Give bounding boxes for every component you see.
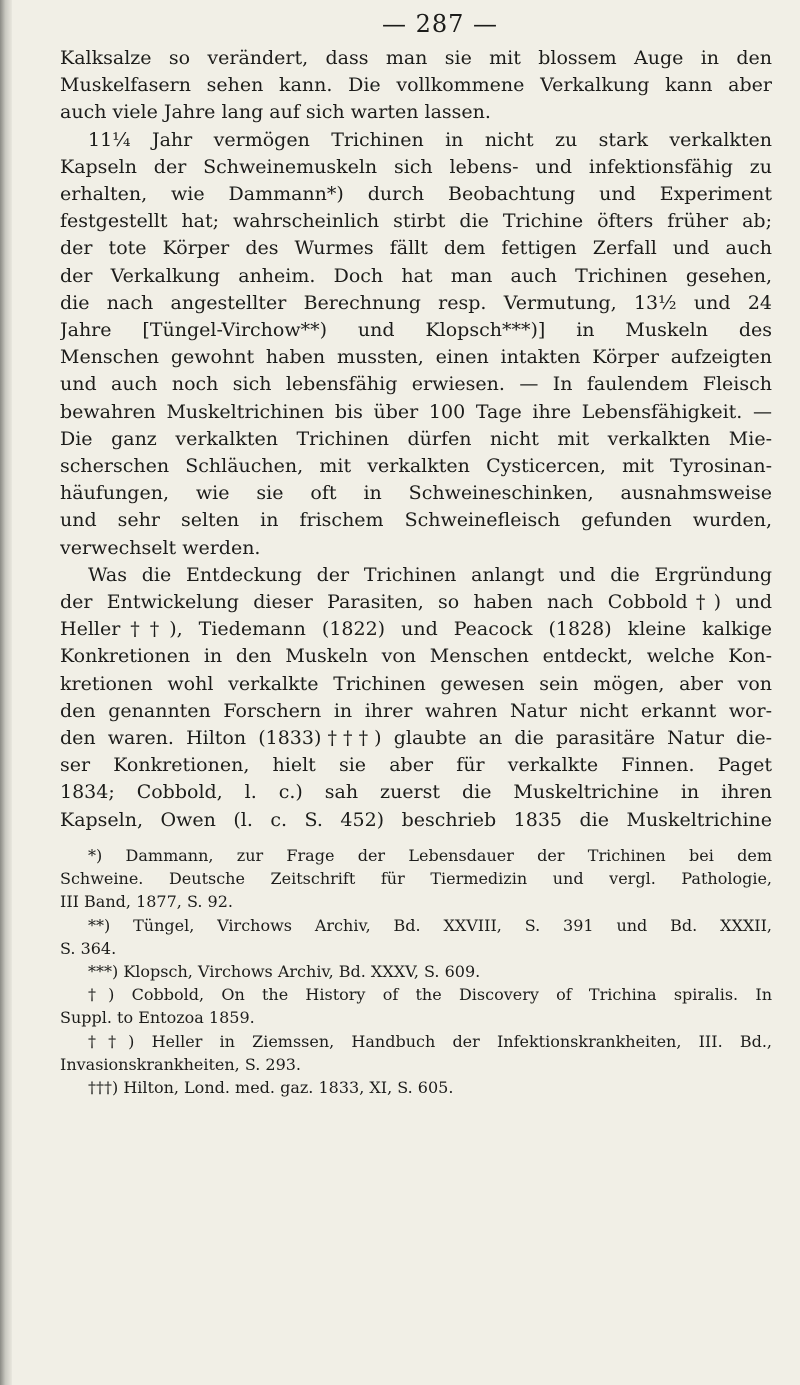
body-line: die nach angestellter Berechnung resp. Vermutung, 13½ und 24: [60, 291, 772, 314]
body-line: scherschen Schläuchen, mit verkalkten Cysticercen, mit Tyrosinan-: [60, 455, 772, 478]
body-line: Konkretionen in den Muskeln von Menschen entdeckt, welche Kon-: [60, 645, 772, 668]
body-line: Menschen gewohnt haben mussten, einen intakten Körper aufzeigten: [60, 346, 772, 369]
body-line: Muskelfasern sehen kann. Die vollkommene Verkalkung kann aber: [60, 74, 772, 97]
body-line: bewahren Muskeltrichinen bis über 100 Tage ihre Lebensfähigkeit. —: [60, 400, 772, 423]
body-line: festgestellt hat; wahrscheinlich stirbt die Trichine öfters früher ab;: [60, 210, 772, 233]
footnote-line: Schweine. Deutsche Zeitschrift für Tiermedizin und vergl. Pathologie,: [60, 869, 772, 889]
body-line: Jahre [Tüngel-Virchow**) und Klopsch***)] in Muskeln des: [60, 319, 772, 342]
body-line: verwechselt werden.: [60, 536, 261, 559]
footnote-line: ††) Heller in Ziemssen, Handbuch der Infektionskrankheiten, III. Bd.,: [88, 1031, 772, 1051]
body-line: ser Konkretionen, hielt sie aber für verkalkte Finnen. Paget: [60, 754, 772, 777]
footnote-line: †) Cobbold, On the History of the Discovery of Trichina spiralis. In: [88, 985, 772, 1005]
body-line: erhalten, wie Dammann*) durch Beobachtung und Experiment: [60, 183, 772, 206]
body-line: 1834; Cobbold, l. c.) sah zuerst die Muskeltrichine in ihren: [60, 781, 772, 804]
footnote-line: *) Dammann, zur Frage der Lebensdauer der Trichinen bei dem: [88, 846, 772, 865]
body-line: häufungen, wie sie oft in Schweineschinken, ausnahmsweise: [60, 482, 772, 505]
body-line: den waren. Hilton (1833)†††) glaubte an die parasitäre Natur die-: [60, 727, 772, 750]
body-text: [60, 45, 772, 834]
footnote-line: Invasionskrankheiten, S. 293.: [60, 1054, 302, 1074]
body-line: Die ganz verkalkten Trichinen dürfen nicht mit verkalkten Mie-: [60, 427, 772, 450]
body-line: auch viele Jahre lang auf sich warten lassen.: [60, 101, 491, 124]
body-line: der Entwickelung dieser Parasiten, so haben nach Cobbold†) und: [60, 591, 772, 614]
page-number: — 287 —: [381, 10, 499, 38]
footnote-line: †††) Hilton, Lond. med. gaz. 1833, XI, S. 605.: [88, 1078, 454, 1098]
footnote-line: **) Tüngel, Virchows Archiv, Bd. XXVIII, S. 391 und Bd. XXXII,: [88, 915, 772, 935]
footnote-line: S. 364.: [60, 938, 117, 958]
body-line: Was die Entdeckung der Trichinen anlangt und die Ergründung: [88, 563, 772, 586]
body-line: Kapseln der Schweinemuskeln sich lebens- und infektionsfähig zu: [60, 155, 772, 178]
body-line: und sehr selten in frischem Schweinefleisch gefunden wurden,: [60, 509, 772, 532]
book-binding-edge: [0, 0, 12, 1385]
footnotes: [60, 844, 772, 1099]
body-line: 11¼ Jahr vermögen Trichinen in nicht zu stark verkalkten: [88, 128, 772, 151]
body-line: der tote Körper des Wurmes fällt dem fettigen Zerfall und auch: [60, 237, 772, 260]
body-line: und auch noch sich lebensfähig erwiesen. — In faulendem Fleisch: [60, 373, 772, 396]
footnote-line: III Band, 1877, S. 92.: [60, 892, 233, 912]
body-line: Kapseln, Owen (l. c. S. 452) beschrieb 1835 die Muskeltrichine: [60, 808, 772, 831]
footnote-line: Suppl. to Entozoa 1859.: [60, 1008, 255, 1028]
body-line: kretionen wohl verkalkte Trichinen gewesen sein mögen, aber von: [60, 672, 772, 695]
body-line: Heller††), Tiedemann (1822) und Peacock (1828) kleine kalkige: [60, 618, 772, 641]
body-line: der Verkalkung anheim. Doch hat man auch Trichinen gesehen,: [60, 264, 772, 287]
body-line: Kalksalze so verändert, dass man sie mit blossem Auge in den: [60, 47, 772, 69]
body-line: den genannten Forschern in ihrer wahren Natur nicht erkannt wor-: [60, 699, 772, 722]
footnote-line: ***) Klopsch, Virchows Archiv, Bd. XXXV, S. 609.: [88, 962, 481, 982]
